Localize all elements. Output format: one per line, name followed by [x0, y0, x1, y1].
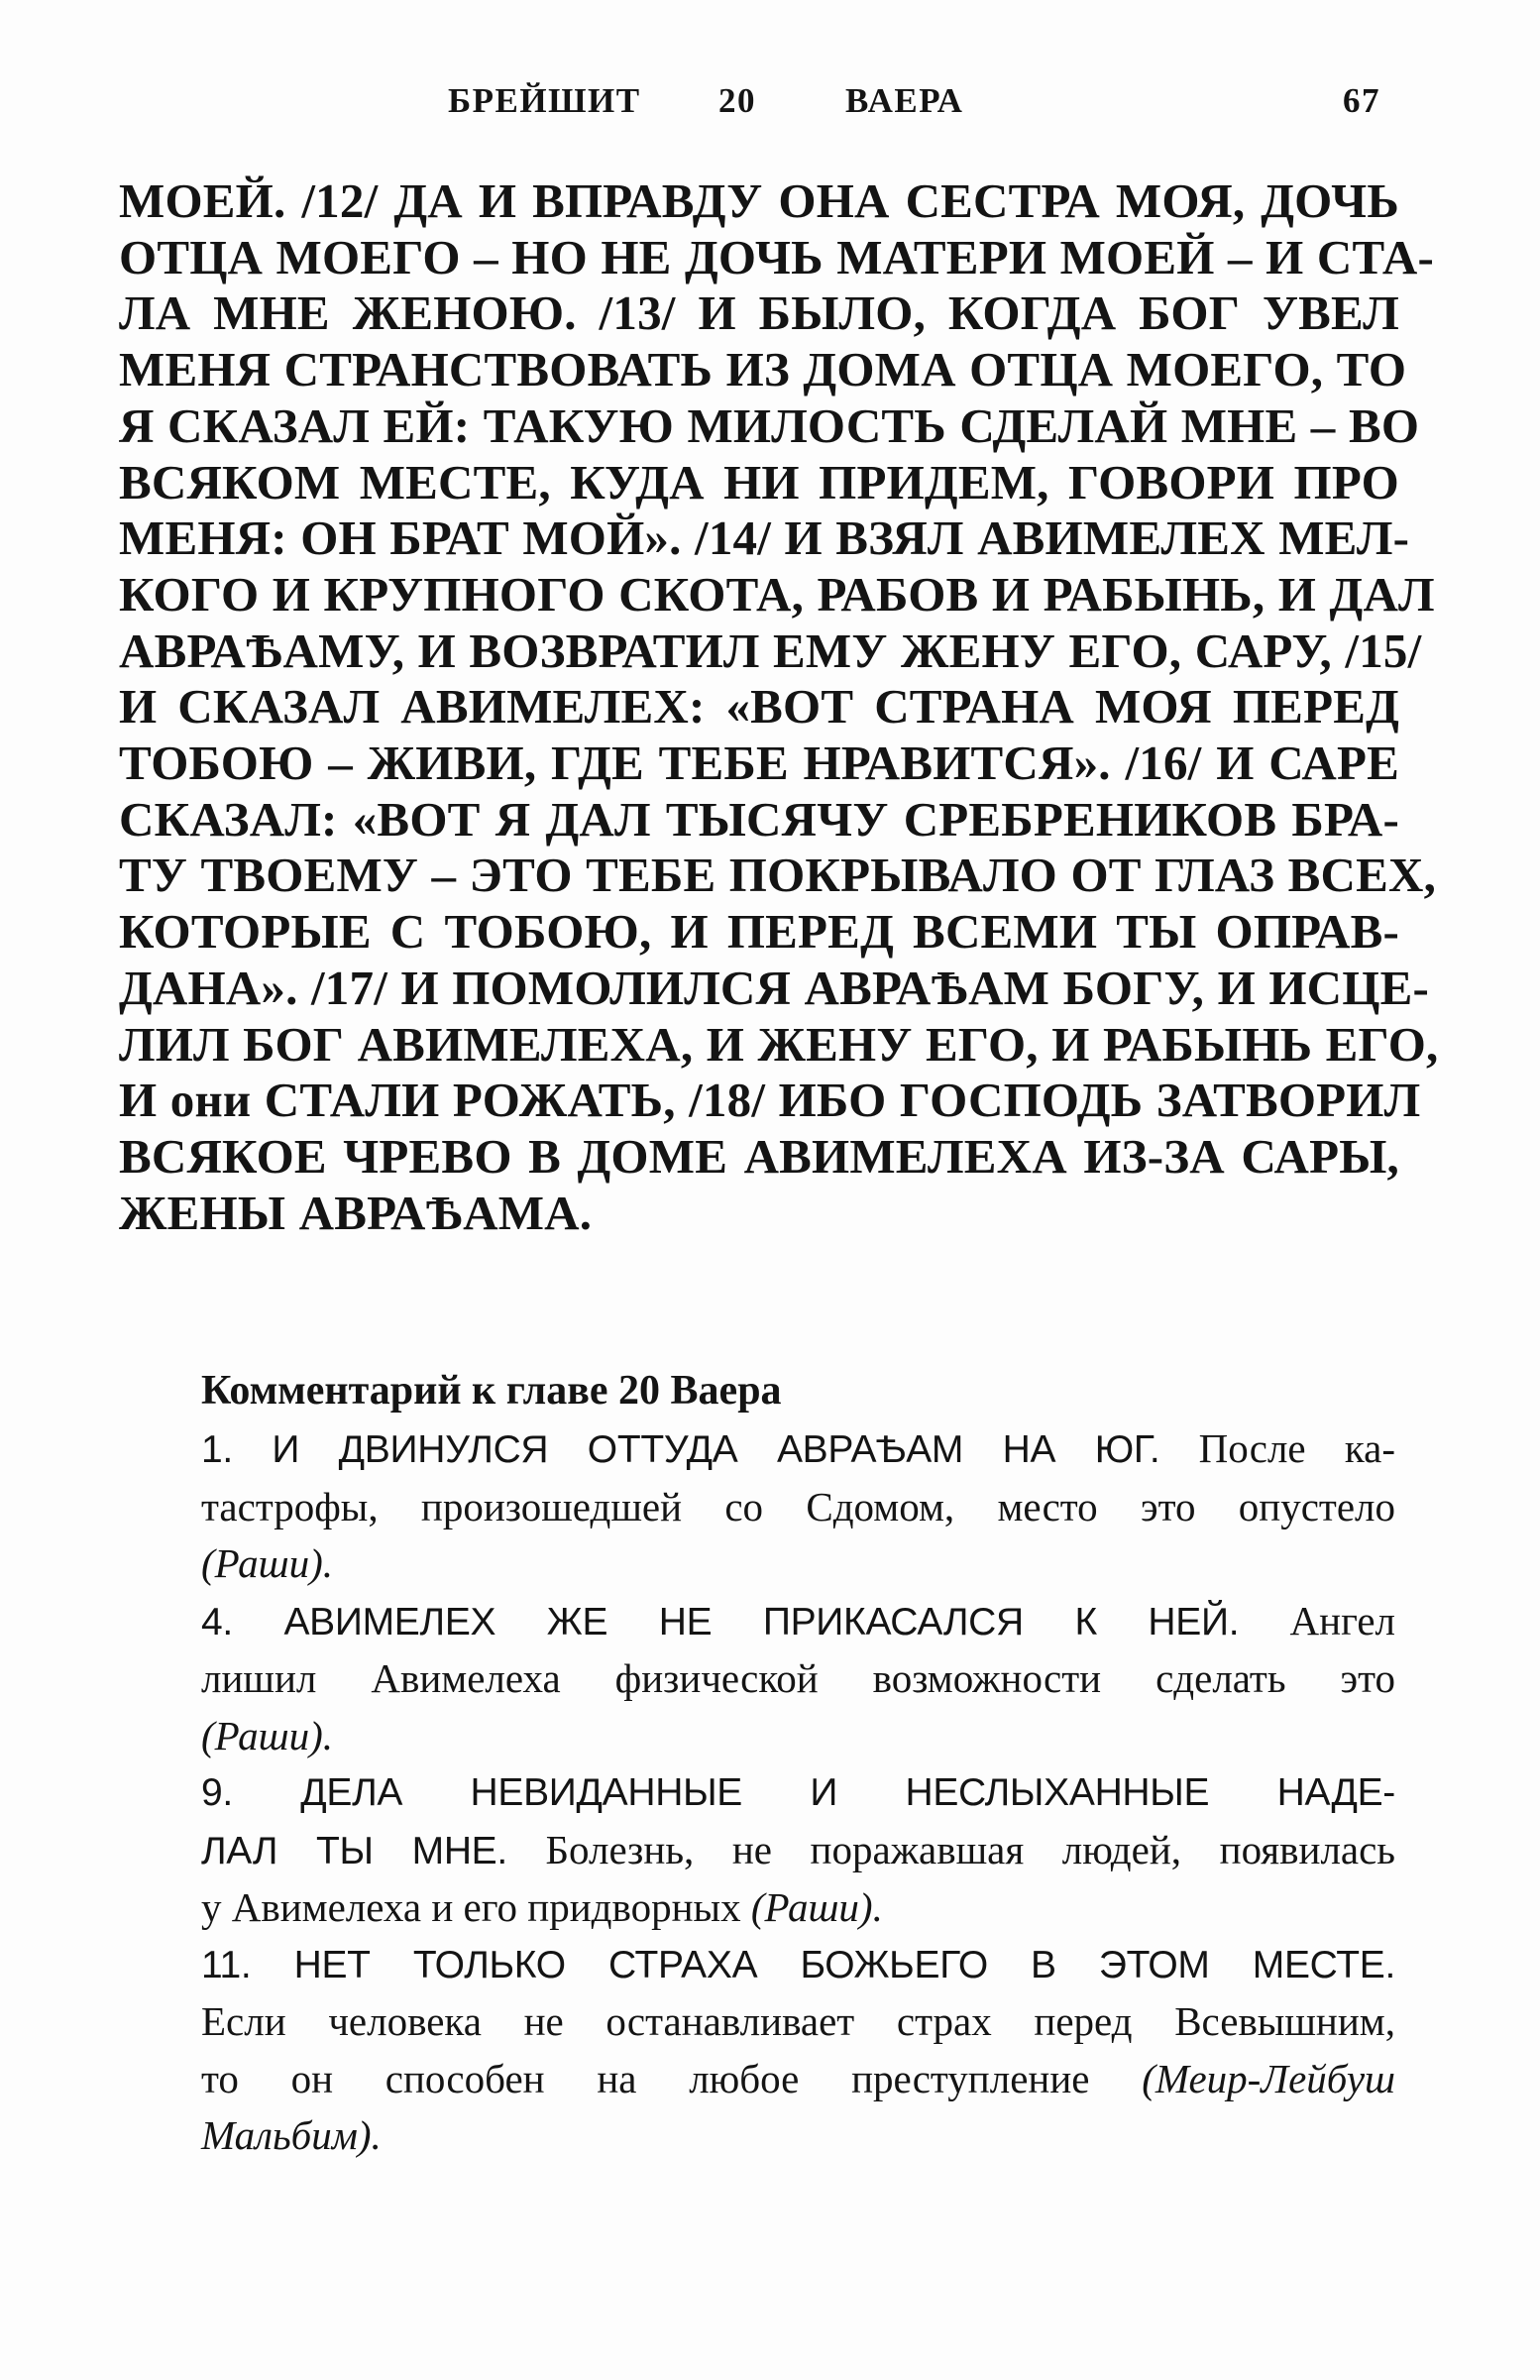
commentary-text: у Авимелеха и его придворных: [201, 1884, 751, 1930]
text-line: И они СТАЛИ РОЖАТЬ, /18/ ИБО ГОСПОДЬ ЗАТВОРИЛ: [119, 1073, 1421, 1128]
text-line: СКАЗАЛ: «ВОТ Я ДАЛ ТЫСЯЧУ СРЕБРЕНИКОВ БРА-: [119, 791, 1399, 847]
commentary-source: Мальбим).: [201, 2112, 382, 2158]
text-line: АВРАѢАМУ, И ВОЗВРАТИЛ ЕМУ ЖЕНУ ЕГО, САРУ, /15/: [119, 623, 1422, 678]
commentary-text: то он способен на любое преступление: [201, 2055, 1143, 2101]
running-head-parasha: ВАЕРА: [845, 81, 964, 120]
text-line: ТУ ТВОЕМУ – ЭТО ТЕБЕ ПОКРЫВАЛО ОТ ГЛАЗ ВСЕХ,: [119, 848, 1437, 903]
text-line: ОТЦА МОЕГО – НО НЕ ДОЧЬ МАТЕРИ МОЕЙ – И СТА-: [119, 229, 1435, 284]
commentary-line: [201, 2051, 1395, 2108]
commentary-line: [201, 1822, 1395, 1880]
running-head-book: БРЕЙШИТ: [448, 81, 641, 120]
commentary-source: (Раши).: [201, 1540, 333, 1586]
text-line: МЕНЯ: ОН БРАТ МОЙ». /14/ И ВЗЯЛ АВИМЕЛЕХ МЕЛ-: [119, 510, 1410, 566]
commentary-line: [201, 1420, 1395, 1479]
page-number: 67: [1343, 81, 1380, 120]
text-line: ВСЯКОМ МЕСТЕ, КУДА НИ ПРИДЕМ, ГОВОРИ ПРО: [119, 454, 1399, 510]
text-line: КОГО И КРУПНОГО СКОТА, РАБОВ И РАБЫНЬ, И ДАЛ: [119, 566, 1435, 622]
commentary-heading: Комментарий к главе 20 Ваера: [201, 1368, 782, 1414]
text-line: МОЕЙ. /12/ ДА И ВПРАВДУ ОНА СЕСТРА МОЯ, ДОЧЬ: [119, 173, 1399, 228]
commentary-line: Если человека не останавливает страх перед Всевышним,: [201, 1998, 1395, 2044]
commentary-section: [201, 1363, 1395, 2165]
text-line: ЖЕНЫ АВРАѢАМА.: [119, 1185, 593, 1240]
text-line: ВСЯКОЕ ЧРЕВО В ДОМЕ АВИМЕЛЕХА ИЗ-ЗА САРЫ,: [119, 1128, 1399, 1184]
text-line: ЛА МНЕ ЖЕНОЮ. /13/ И БЫЛО, КОГДА БОГ УВЕЛ: [119, 285, 1399, 341]
text-line: ЛИЛ БОГ АВИМЕЛЕХА, И ЖЕНУ ЕГО, И РАБЫНЬ ЕГО,: [119, 1016, 1439, 1072]
running-head: [203, 81, 1392, 131]
commentary-lemma: 1. И ДВИНУЛСЯ ОТТУДА АВРАѢАМ НА ЮГ.: [201, 1428, 1160, 1471]
running-head-chapter: 20: [718, 81, 756, 120]
commentary-lemma: 11. НЕТ ТОЛЬКО СТРАХА БОЖЬЕГО В ЭТОМ МЕСТЕ.: [201, 1943, 1395, 1986]
commentary-body: [201, 1420, 1395, 2165]
text-line: ТОБОЮ – ЖИВИ, ГДЕ ТЕБЕ НРАВИТСЯ». /16/ И САРЕ: [119, 736, 1399, 791]
commentary-line: [201, 1879, 1395, 1937]
commentary-source: (Меир-Лейбуш: [1142, 2055, 1395, 2101]
commentary-lemma: 9. ДЕЛА НЕВИДАННЫЕ И НЕСЛЫХАННЫЕ НАДЕ-: [201, 1771, 1395, 1814]
commentary-source: (Раши).: [750, 1884, 883, 1930]
commentary-line: лишил Авимелеха физической возможности сделать это: [201, 1655, 1395, 1701]
commentary-line: [201, 1593, 1395, 1651]
commentary-text: Болезнь, не поражавшая людей, появилась: [506, 1826, 1395, 1872]
text-line: И СКАЗАЛ АВИМЕЛЕХ: «ВОТ СТРАНА МОЯ ПЕРЕД: [119, 679, 1399, 735]
commentary-text: Ангел: [1239, 1597, 1396, 1643]
commentary-lemma: ЛАЛ ТЫ МНЕ.: [201, 1829, 507, 1872]
text-line: Я СКАЗАЛ ЕЙ: ТАКУЮ МИЛОСТЬ СДЕЛАЙ МНЕ – ВО: [119, 397, 1420, 453]
text-line: МЕНЯ СТРАНСТВОВАТЬ ИЗ ДОМА ОТЦА МОЕГО, ТО: [119, 342, 1407, 397]
commentary-source: (Раши).: [201, 1712, 333, 1758]
text-line: КОТОРЫЕ С ТОБОЮ, И ПЕРЕД ВСЕМИ ТЫ ОПРАВ-: [119, 904, 1399, 960]
commentary-lemma: 4. АВИМЕЛЕХ ЖЕ НЕ ПРИКАСАЛСЯ К НЕЙ.: [201, 1600, 1240, 1643]
torah-translation-text: [119, 173, 1439, 1241]
commentary-text: После ка-: [1159, 1425, 1396, 1471]
commentary-line: тастрофы, произошедшей со Сдомом, место это опустело: [201, 1483, 1395, 1530]
text-line: ДАНА». /17/ И ПОМОЛИЛСЯ АВРАѢАМ БОГУ, И ИСЦЕ-: [119, 960, 1429, 1015]
